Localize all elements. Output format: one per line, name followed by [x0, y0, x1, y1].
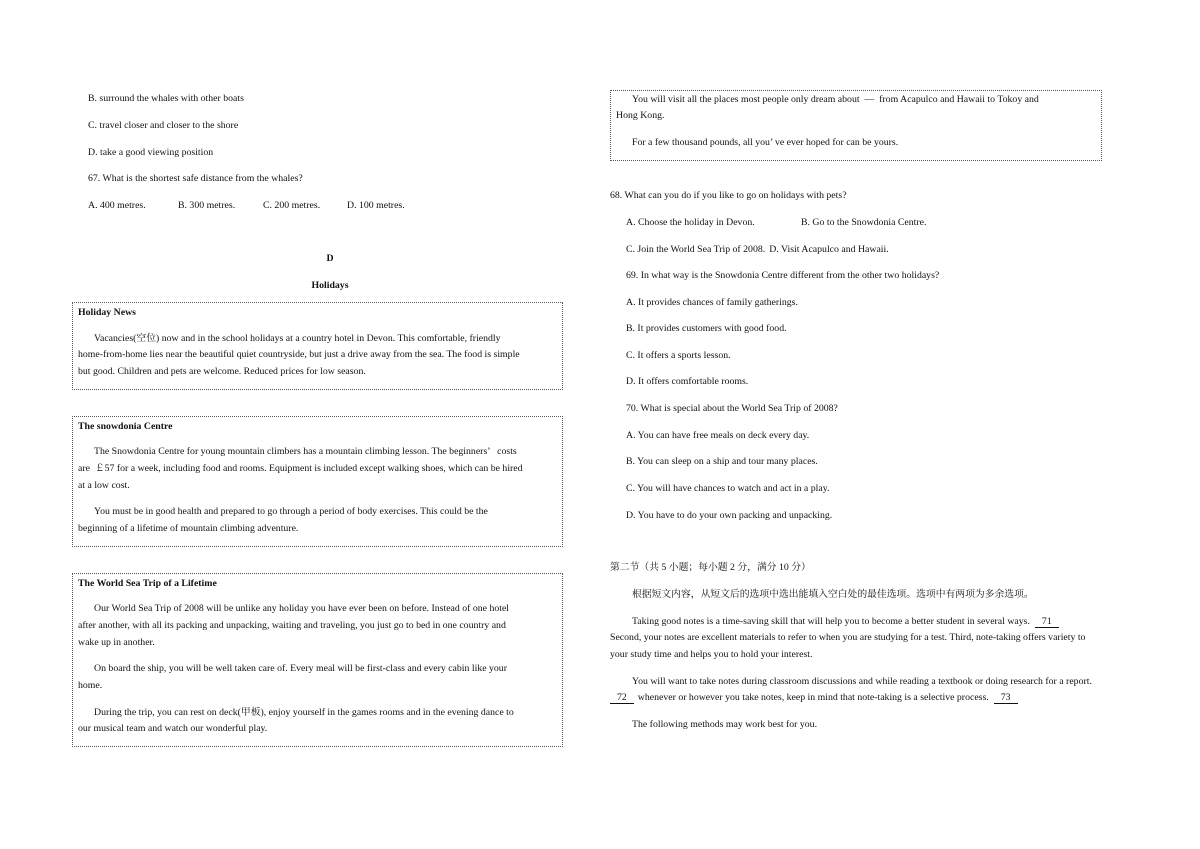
ad-line: beginning of a lifetime of mountain climbing adventure.: [78, 523, 299, 534]
q69-question: 69. In what way is the Snowdonia Centre different from the other two holidays?: [626, 270, 940, 281]
ad-line: after another, with all its packing and unpacking, waiting and traveling, you just go to bed in one country and: [78, 620, 506, 631]
q69-option-c: C. It offers a sports lesson.: [626, 350, 731, 361]
passage-line: The following methods may work best for you.: [632, 719, 818, 730]
q68-option-d: D. Visit Acapulco and Hawaii.: [769, 244, 889, 255]
q67-option-a: A. 400 metres.: [88, 200, 146, 211]
ad-line: You must be in good health and prepared to go through a period of body exercises. This could be the: [94, 506, 488, 517]
q68-option-c: C. Join the World Sea Trip of 2008.: [626, 244, 766, 255]
q70-option-a: A. You can have free meals on deck every day.: [626, 430, 810, 441]
passage-line: [610, 692, 1018, 704]
section-letter: D: [326, 253, 334, 264]
blank-73: 73: [994, 693, 1018, 704]
ad-line: During the trip, you can rest on deck(甲板), enjoy yourself in the games rooms and in the evening dance to: [94, 707, 514, 718]
q68-option-b: B. Go to the Snowdonia Centre.: [801, 217, 927, 228]
blank-72: 72: [610, 693, 634, 704]
passage-text: whenever or however you take notes, keep in mind that note-taking is a selective process.: [637, 692, 989, 703]
ad-line: wake up in another.: [78, 637, 155, 648]
ad-line: home-from-home lies near the beautiful quiet countryside, but just a drive away from the sea. The food is simple: [78, 349, 520, 360]
ad-line: The Snowdonia Centre for young mountain climbers has a mountain climbing lesson. The beginners’ costs: [94, 446, 517, 457]
q66-option-b: B. surround the whales with other boats: [88, 93, 244, 104]
q69-option-b: B. It provides customers with good food.: [626, 323, 787, 334]
ad-title: The snowdonia Centre: [78, 421, 173, 432]
q67-question: 67. What is the shortest safe distance from the whales?: [88, 173, 303, 184]
q67-option-b: B. 300 metres.: [178, 200, 236, 211]
section2-instruction: 根据短文内容，从短文后的选项中选出能填入空白处的最佳选项。选项中有两项为多余选项。: [632, 589, 1034, 600]
q70-option-d: D. You have to do your own packing and unpacking.: [626, 510, 833, 521]
q66-option-c: C. travel closer and closer to the shore: [88, 120, 239, 131]
q68-options-cd-line: [626, 244, 889, 256]
ad-line: Vacancies(空位) now and in the school holidays at a country hotel in Devon. This comfortable, friendly: [94, 333, 501, 344]
passage-line: [632, 616, 1059, 628]
passage-line: your study time and helps you to hold your interest.: [610, 649, 813, 660]
ad-line: Hong Kong.: [616, 110, 665, 121]
ad-line: You will visit all the places most people only dream about — from Acapulco and Hawaii to Tokoy and: [632, 94, 1039, 105]
passage-text: Taking good notes is a time-saving skill that will help you to become a better student in several ways.: [632, 616, 1030, 627]
q70-question: 70. What is special about the World Sea Trip of 2008?: [626, 403, 838, 414]
q66-option-d: D. take a good viewing position: [88, 147, 214, 158]
ad-box-world-sea-trip: [72, 573, 563, 747]
blank-71: 71: [1035, 617, 1059, 628]
ad-line: but good. Children and pets are welcome. Reduced prices for low season.: [78, 366, 366, 377]
q67-option-d: D. 100 metres.: [347, 200, 405, 211]
q70-option-c: C. You will have chances to watch and act in a play.: [626, 483, 830, 494]
passage-line: Second, your notes are excellent materials to refer to when you are studying for a test. Third, note-taking offers variety to: [610, 632, 1086, 643]
q70-option-b: B. You can sleep on a ship and tour many places.: [626, 456, 818, 467]
ad-line: at a low cost.: [78, 480, 130, 491]
passage-line: You will want to take notes during classroom discussions and while reading a textbook or doing research for a report.: [632, 676, 1092, 687]
ad-line: are ￡57 for a week, including food and rooms. Equipment is included except walking shoes, which can be hired: [78, 463, 523, 474]
ad-line: our musical team and watch our wonderful play.: [78, 723, 268, 734]
q68-question: 68. What can you do if you like to go on holidays with pets?: [610, 190, 847, 201]
section-title: Holidays: [311, 280, 349, 291]
ad-line: For a few thousand pounds, all you’ ve ever hoped for can be yours.: [632, 137, 899, 148]
q67-option-c: C. 200 metres.: [263, 200, 321, 211]
ad-title: Holiday News: [78, 307, 136, 318]
q69-option-a: A. It provides chances of family gatherings.: [626, 297, 798, 308]
ad-line: Our World Sea Trip of 2008 will be unlike any holiday you have ever been on before. Instead of one hotel: [94, 603, 510, 614]
q69-option-d: D. It offers comfortable rooms.: [626, 376, 749, 387]
ad-title: The World Sea Trip of a Lifetime: [78, 578, 217, 589]
ad-line: home.: [78, 680, 103, 691]
ad-line: On board the ship, you will be well taken care of. Every meal will be first-class and every cabin like your: [94, 663, 507, 674]
q68-option-a: A. Choose the holiday in Devon.: [626, 217, 755, 228]
section2-heading: 第二节（共 5 小题；每小题 2 分，满分 10 分）: [610, 562, 811, 573]
